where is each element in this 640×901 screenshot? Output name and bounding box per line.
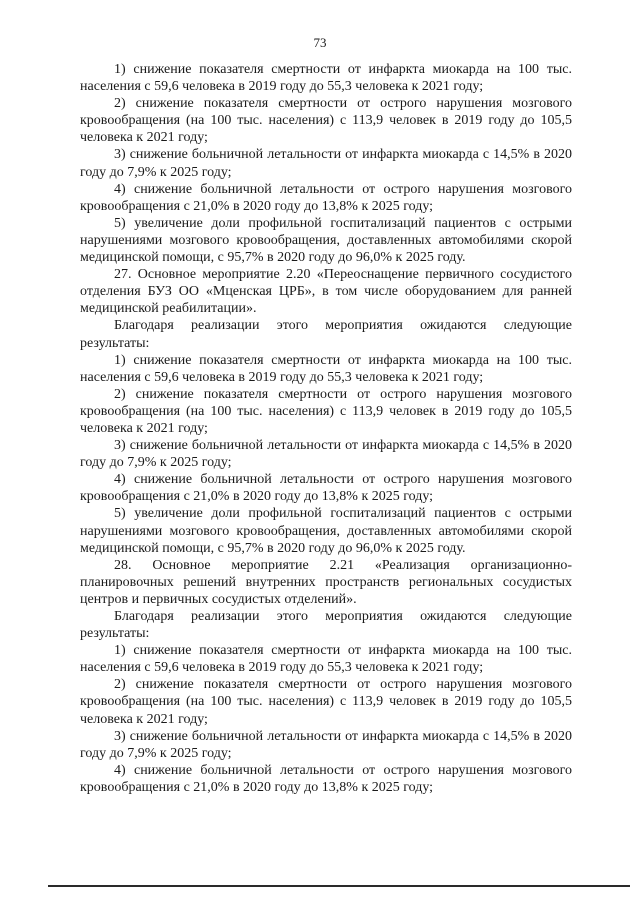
paragraph: 27. Основное мероприятие 2.20 «Переоснащение первичного сосудистого отделения БУЗ ОО «Мценская ЦРБ», в том числе оборудованием для ранней медицинской реабилитации». (80, 267, 572, 317)
paragraph: 5) увеличение доли профильной госпитализаций пациентов с острыми нарушениями мозгового кровообращения, доставленных автомобилями скорой медицинской помощи, с 95,7% в 2020 году до 96,0% к 2025 году. (80, 215, 572, 266)
paragraph: 1) снижение показателя смертности от инфаркта миокарда на 100 тыс. населения с 59,6 человека в 2019 году до 55,3 человека к 2021 году; (80, 352, 572, 385)
paragraph: Благодаря реализации этого мероприятия ожидаются следующие результаты: (80, 318, 572, 351)
paragraph: 3) снижение больничной летальности от инфаркта миокарда с 14,5% в 2020 году до 7,9% к 2025 году; (80, 147, 572, 180)
paragraph: 4) снижение больничной летальности от острого нарушения мозгового кровообращения с 21,0% в 2020 году до 13,8% к 2025 году; (80, 762, 572, 795)
paragraph: 28. Основное мероприятие 2.21 «Реализация организационно-планировочных решений внутренних пространств региональных сосудистых центров и первичных сосудистых отделений». (80, 557, 572, 607)
paragraph: 1) снижение показателя смертности от инфаркта миокарда на 100 тыс. населения с 59,6 человека в 2019 году до 55,3 человека к 2021 году; (80, 643, 572, 676)
page-number: 73 (313, 35, 327, 50)
bottom-scan-edge (48, 885, 630, 887)
paragraph: 2) снижение показателя смертности от острого нарушения мозгового кровообращения (на 100 тыс. населения) с 113,9 человек в 2019 году до 105,5 человека к 2021 году; (80, 96, 572, 146)
paragraph: 5) увеличение доли профильной госпитализаций пациентов с острыми нарушениями мозгового кровообращения, доставленных автомобилями скорой медицинской помощи, с 95,7% в 2020 году до 96,0% к 2025 году. (80, 506, 572, 556)
document-body (80, 61, 572, 796)
paragraph: 3) снижение больничной летальности от инфаркта миокарда с 14,5% в 2020 году до 7,9% к 2025 году; (80, 438, 572, 471)
paragraph: 4) снижение больничной летальности от острого нарушения мозгового кровообращения с 21,0% в 2020 году до 13,8% к 2025 году; (80, 181, 572, 214)
paragraph: Благодаря реализации этого мероприятия ожидаются следующие результаты: (80, 609, 572, 642)
paragraph: 1) снижение показателя смертности от инфаркта миокарда на 100 тыс. населения с 59,6 человека в 2019 году до 55,3 человека к 2021 году; (80, 62, 572, 95)
paragraph: 4) снижение больничной летальности от острого нарушения мозгового кровообращения с 21,0% в 2020 году до 13,8% к 2025 году; (80, 472, 572, 505)
paragraph: 3) снижение больничной летальности от инфаркта миокарда с 14,5% в 2020 году до 7,9% к 2025 году; (80, 728, 572, 761)
paragraph: 2) снижение показателя смертности от острого нарушения мозгового кровообращения (на 100 тыс. населения) с 113,9 человек в 2019 году до 105,5 человека к 2021 году; (80, 386, 572, 436)
paragraph: 2) снижение показателя смертности от острого нарушения мозгового кровообращения (на 100 тыс. населения) с 113,9 человек в 2019 году до 105,5 человека к 2021 году; (80, 677, 572, 727)
